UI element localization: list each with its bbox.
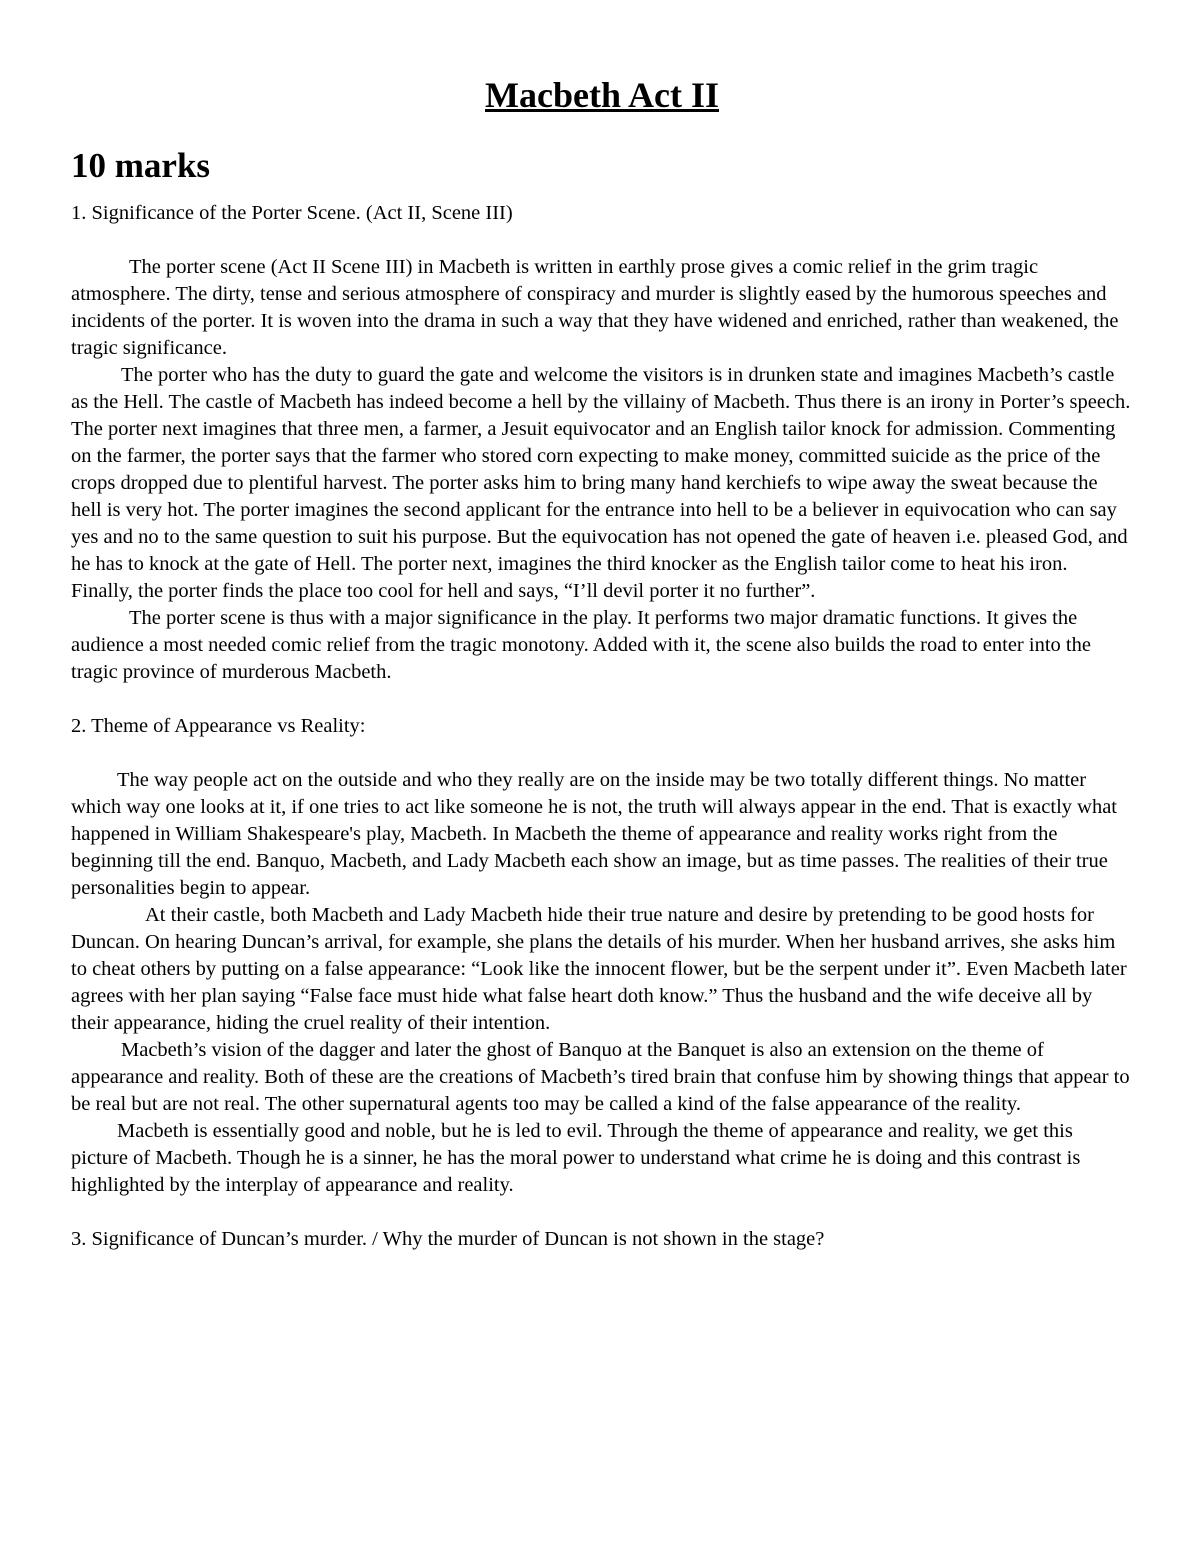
question-3: 3. Significance of Duncan’s murder. / Why the murder of Duncan is not shown in the stage? [71,1228,825,1250]
paragraph: At their castle, both Macbeth and Lady Macbeth hide their true nature and desire by pretending to be good hosts for Duncan. On hearing Duncan’s arrival, for example, she plans the details of his murder. When her husband arrives, she asks him to cheat others by putting on a false appearance: “Look like the innocent flower, but be the serpent under it”. Even Macbeth later agrees with her plan saying “False face must hide what false heart doth know.” Thus the husband and the wife deceive all by their appearance, hiding the cruel reality of their intention. [71,904,1127,1034]
spacer [71,227,1133,254]
paragraph: The porter who has the duty to guard the gate and welcome the visitors is in drunken state and imagines Macbeth’s castle as the Hell. The castle of Macbeth has indeed become a hell by the villainy of Macbeth. Thus there is an irony in Porter’s speech. The porter next imagines that three men, a farmer, a Jesuit equivocator and an English tailor knock for admission. Commenting on the farmer, the porter says that the farmer who stored corn expecting to make money, committed suicide as the price of the crops dropped due to plentiful harvest. The porter asks him to bring many hand kerchiefs to wipe away the sweat because the hell is very hot. The porter imagines the second applicant for the entrance into hell to be a believer in equivocation who can say yes and no to the same question to suit his purpose. But the equivocation has not opened the gate of heaven i.e. pleased God, and he has to knock at the gate of Hell. The porter next, imagines the third knocker as the English tailor come to heat his iron. Finally, the porter finds the place too cool for hell and says, “I’ll devil porter it no further”. [71,364,1131,602]
spacer [71,1199,1133,1226]
spacer [71,686,1133,713]
paragraph: The way people act on the outside and who they really are on the inside may be two totally different things. No matter which way one looks at it, if one tries to act like someone he is not, the truth will always appear in the end. That is exactly what happened in William Shakespeare's play, Macbeth. In Macbeth the theme of appearance and reality works right from the beginning till the end. Banquo, Macbeth, and Lady Macbeth each show an image, but as time passes. The realities of their true personalities begin to appear. [71,769,1117,899]
document-title: Macbeth Act II [485,75,719,115]
document-page [71,70,1133,1253]
spacer [71,740,1133,767]
question-1: 1. Significance of the Porter Scene. (Act II, Scene III) [71,202,513,224]
question-2: 2. Theme of Appearance vs Reality: [71,715,366,737]
paragraph: Macbeth’s vision of the dagger and later the ghost of Banquo at the Banquet is also an extension on the theme of appearance and reality. Both of these are the creations of Macbeth’s tired brain that confuse him by showing things that appear to be real but are not real. The other supernatural agents too may be called a kind of the false appearance of the reality. [71,1039,1130,1115]
paragraph: The porter scene is thus with a major significance in the play. It performs two major dramatic functions. It gives the audience a most needed comic relief from the tragic monotony. Added with it, the scene also builds the road to enter into the tragic province of murderous Macbeth. [71,607,1091,683]
marks-heading: 10 marks [71,146,211,185]
paragraph: Macbeth is essentially good and noble, but he is led to evil. Through the theme of appearance and reality, we get this picture of Macbeth. Though he is a sinner, he has the moral power to understand what crime he is doing and this contrast is highlighted by the interplay of appearance and reality. [71,1120,1081,1196]
paragraph: The porter scene (Act II Scene III) in Macbeth is written in earthly prose gives a comic relief in the grim tragic atmosphere. The dirty, tense and serious atmosphere of conspiracy and murder is slightly eased by the humorous speeches and incidents of the porter. It is woven into the drama in such a way that they have widened and enriched, rather than weakened, the tragic significance. [71,256,1119,359]
